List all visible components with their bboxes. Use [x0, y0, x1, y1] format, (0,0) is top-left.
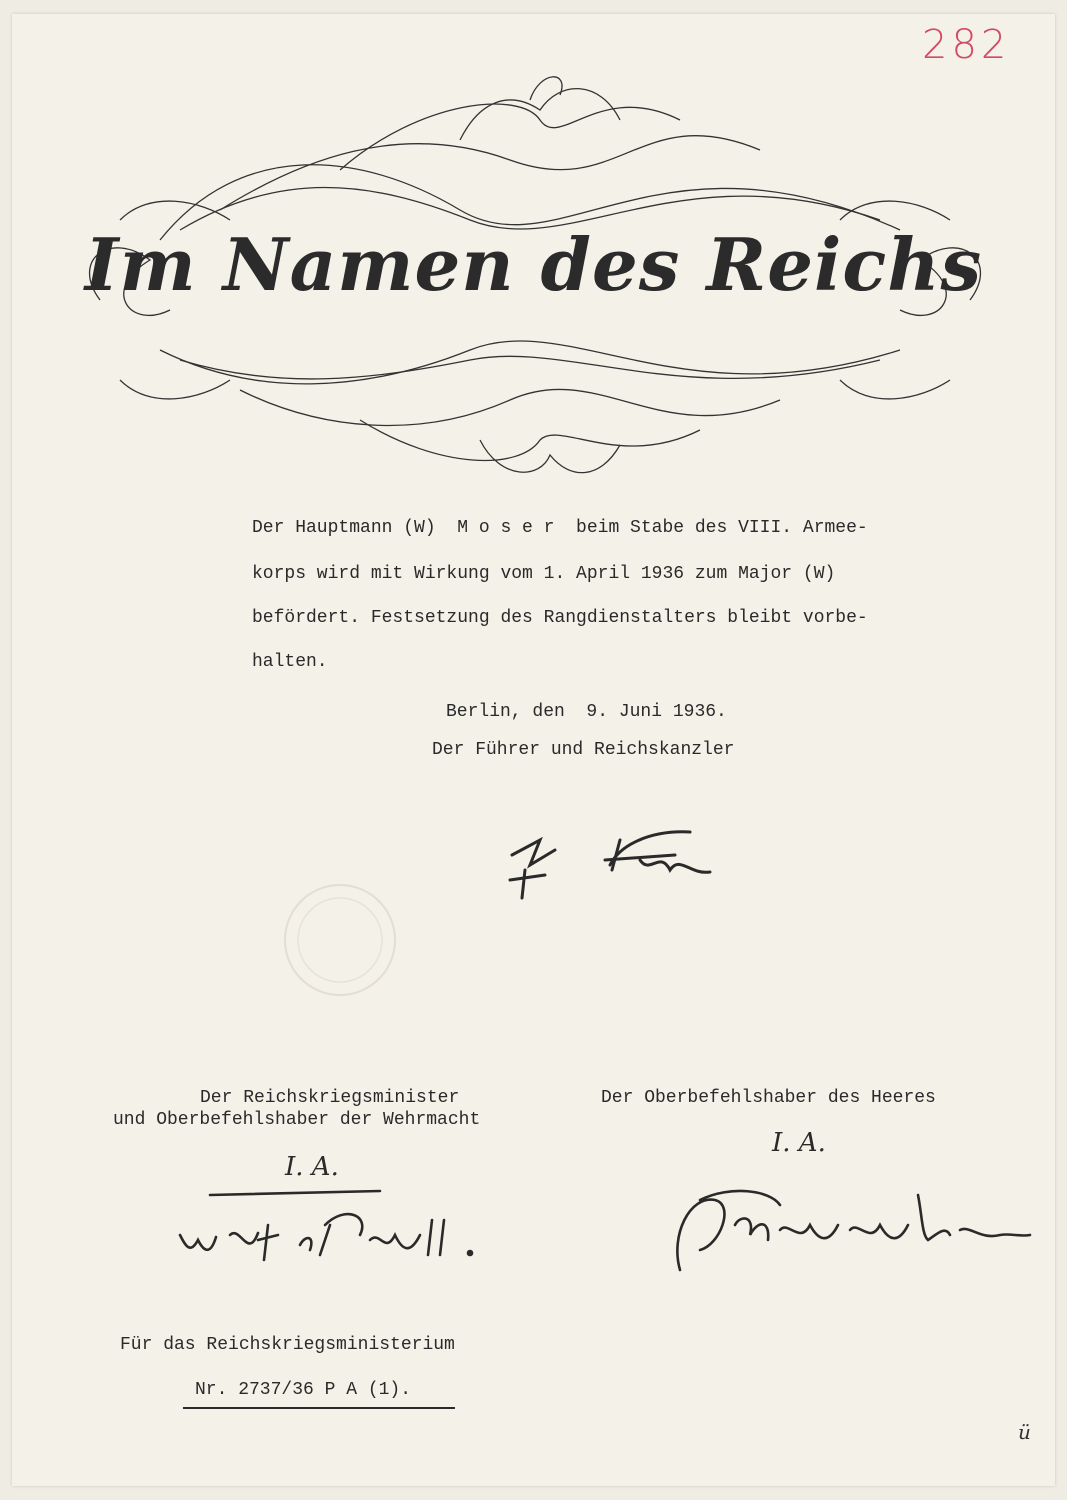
document-heading: Im Namen des Reichs	[84, 222, 983, 307]
ministry-line: Für das Reichskriegsministerium	[120, 1335, 455, 1355]
left-proxy-mark: I. A.	[285, 1152, 339, 1182]
initial-mark: ü	[1018, 1420, 1031, 1444]
fritsch-signature-icon	[170, 1185, 490, 1275]
archive-number: 282	[922, 22, 1011, 68]
left-signatory-title-2: und Oberbefehlshaber der Wehrmacht	[113, 1110, 481, 1130]
embossed-seal-icon	[280, 880, 400, 1000]
body-line-2: korps wird mit Wirkung vom 1. April 1936 zum Major (W)	[252, 564, 836, 584]
issuer-title: Der Führer und Reichskanzler	[432, 740, 735, 760]
left-signatory-title-1: Der Reichskriegsminister	[200, 1088, 460, 1108]
body-line-4: halten.	[252, 652, 328, 672]
right-signatory-title: Der Oberbefehlshaber des Heeres	[601, 1088, 936, 1108]
reference-number: Nr. 2737/36 P A (1).	[195, 1380, 412, 1400]
right-proxy-mark: I. A.	[772, 1128, 826, 1158]
place-date: Berlin, den 9. Juni 1936.	[446, 702, 727, 722]
reference-underline	[183, 1407, 455, 1409]
fuehrer-signature-icon	[500, 820, 740, 910]
body-line-1: Der Hauptmann (W) M o s e r beim Stabe des VIII. Armee-	[252, 518, 868, 538]
body-line-3: befördert. Festsetzung des Rangdienstalters bleibt vorbe-	[252, 608, 868, 628]
blomberg-signature-icon	[660, 1175, 1040, 1285]
